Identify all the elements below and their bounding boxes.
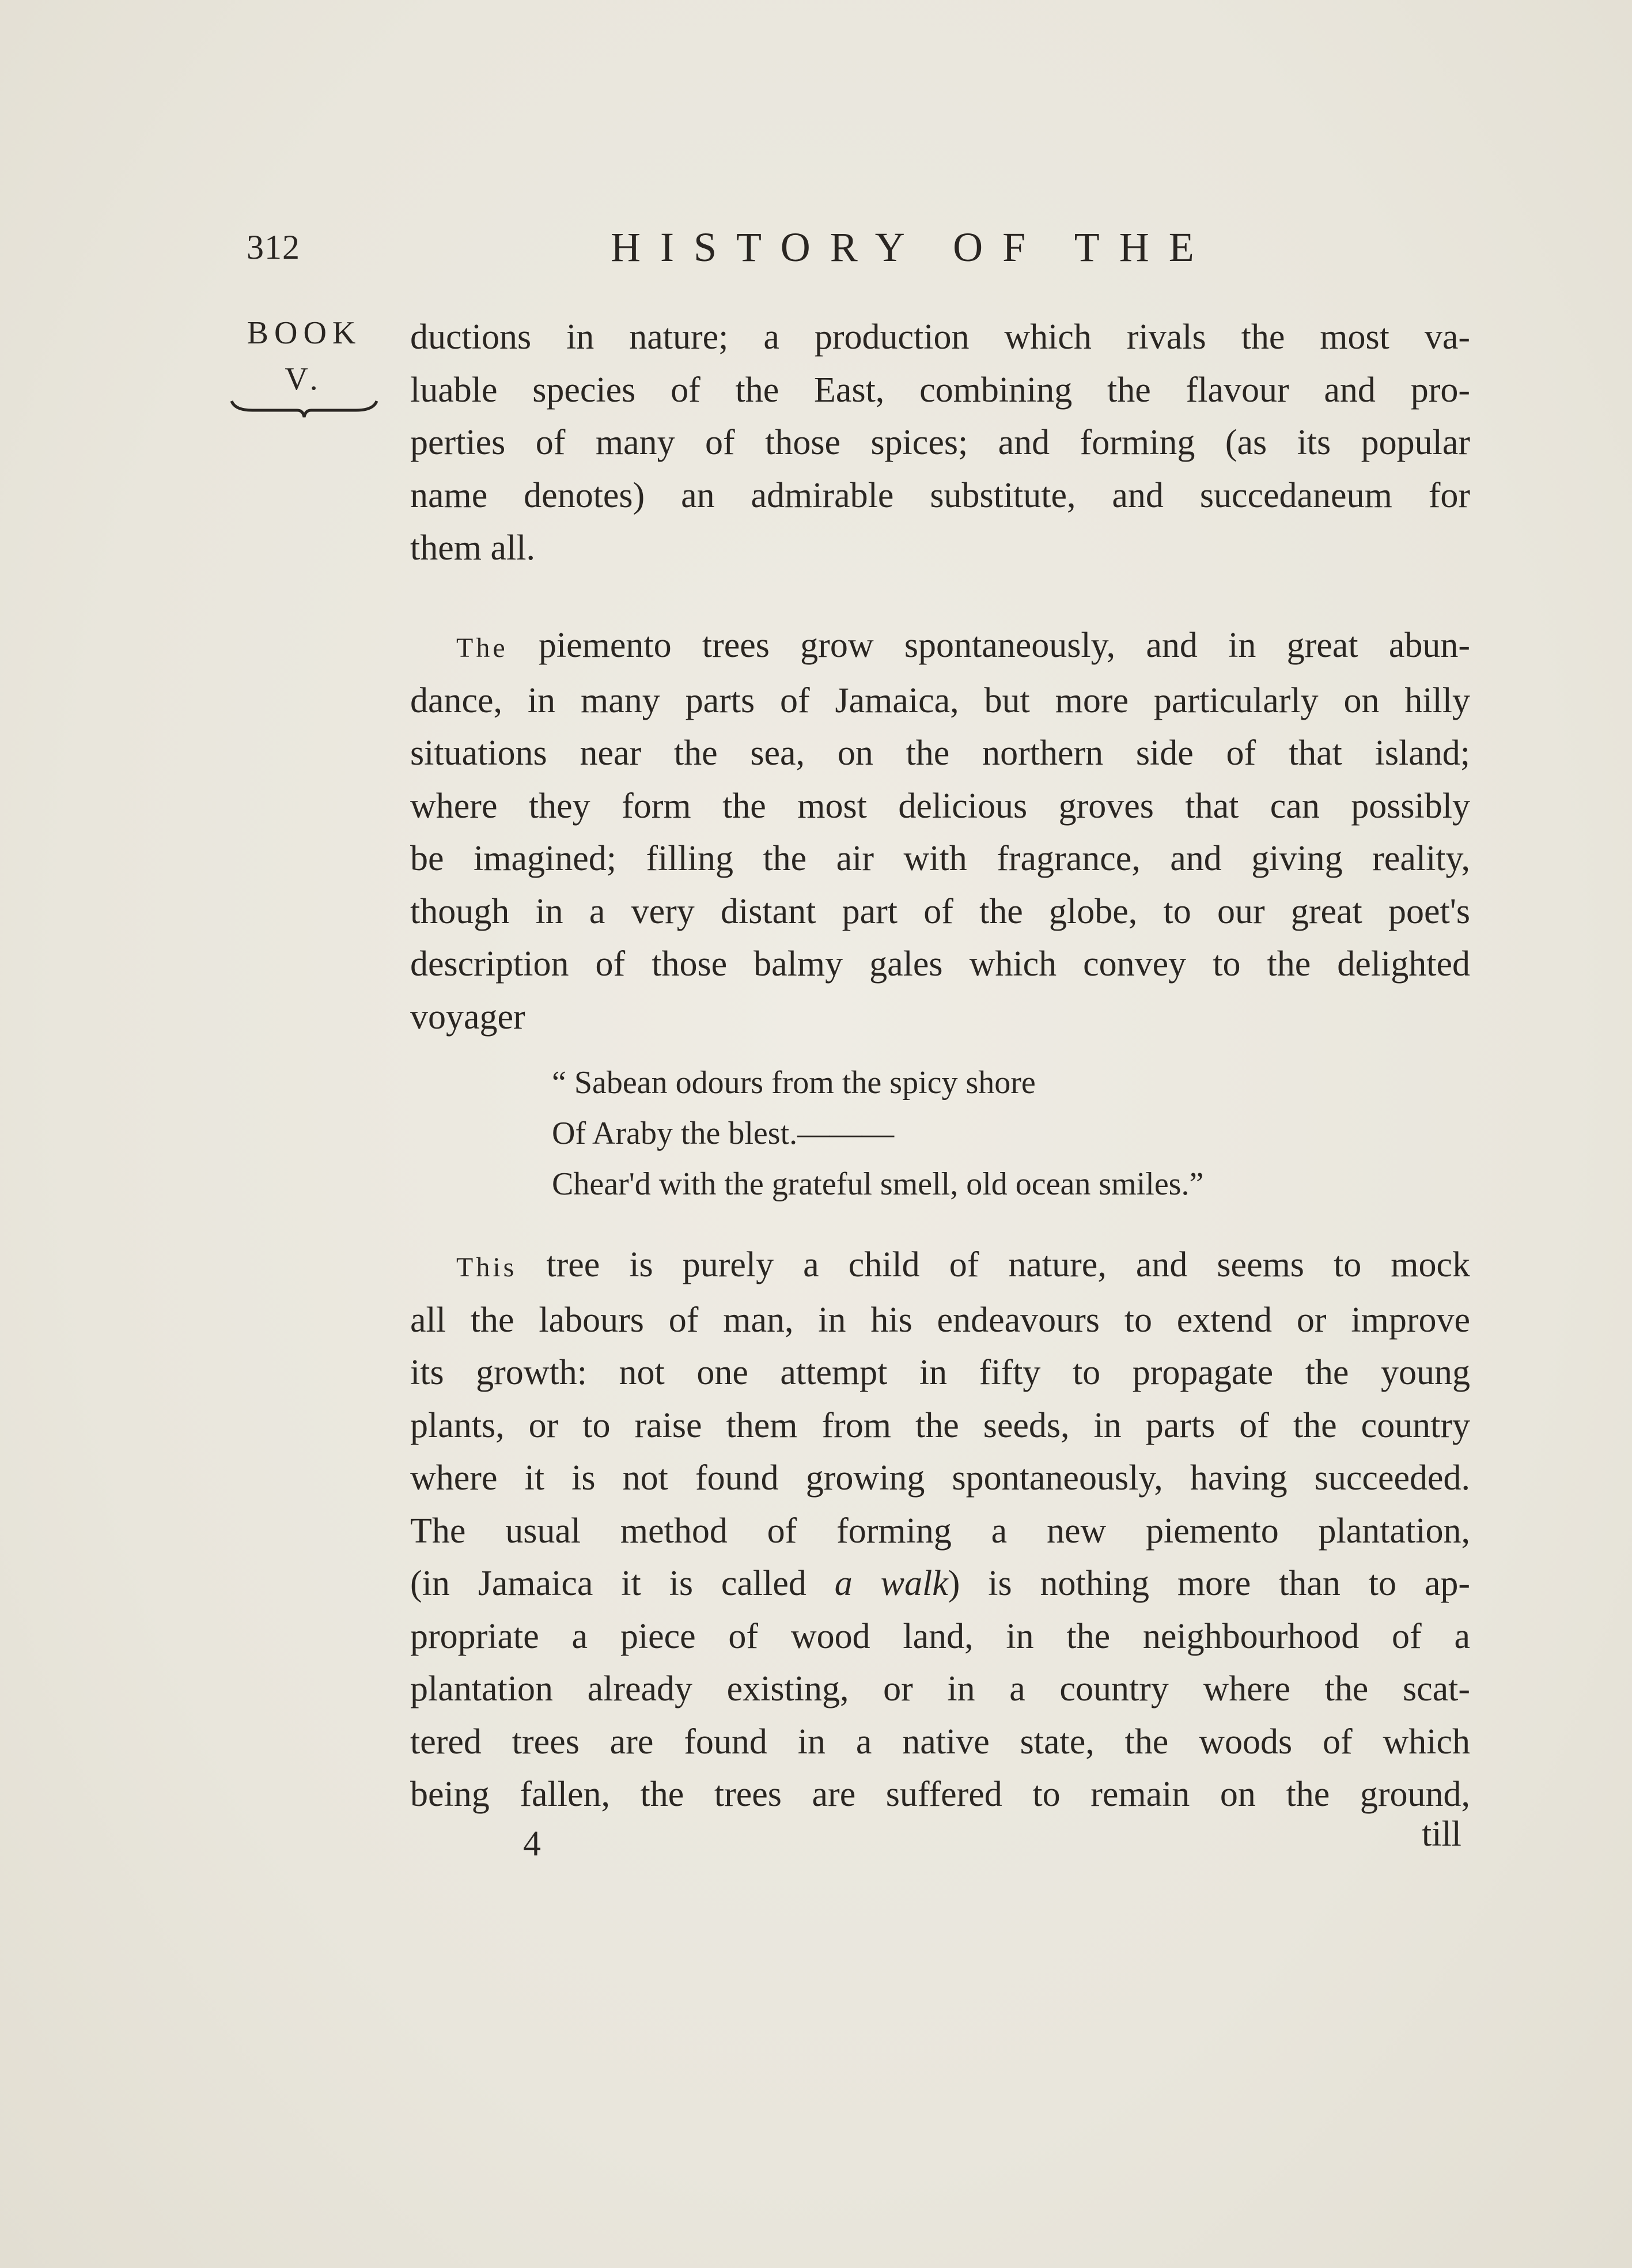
text-line: tered trees are found in a native state, the woods of which: [410, 1722, 1470, 1762]
verse-line: “ Sabean odours from the spicy shore: [552, 1065, 1036, 1101]
italic-word: a walk: [834, 1564, 948, 1603]
verse-line: Chear'd with the grateful smell, old ocean smiles.”: [552, 1166, 1204, 1202]
text-line: description of those balmy gales which convey to the delighted: [410, 944, 1470, 984]
margin-note-book: BOOK: [247, 315, 362, 351]
text-line: though in a very distant part of the globe, to our great poet's: [410, 891, 1470, 931]
text-span: (in Jamaica it is called: [410, 1564, 835, 1603]
text-line: plantation already existing, or in a country where the scat-: [410, 1669, 1470, 1708]
text-line: where it is not found growing spontaneously, having succeeded.: [410, 1458, 1470, 1498]
paragraph-1: [410, 311, 1470, 575]
text-line: them all.: [410, 528, 535, 568]
text-line: dance, in many parts of Jamaica, but more particularly on hilly: [410, 681, 1470, 720]
page-number: 312: [247, 228, 300, 266]
text-span: piemento trees grow spontaneously, and in great abun-: [508, 626, 1470, 665]
text-line: propriate a piece of wood land, in the neighbourhood of a: [410, 1616, 1470, 1656]
text-line: its growth: not one attempt in fifty to propagate the young: [410, 1353, 1470, 1392]
catchword: till: [1422, 1815, 1461, 1854]
margin-note-volume: V.: [285, 361, 324, 397]
text-line: plants, or to raise them from the seeds, in parts of the country: [410, 1405, 1470, 1445]
text-line: name denotes) an admirable substitute, and succedaneum for: [410, 475, 1470, 515]
running-title: HISTORY OF THE: [611, 224, 1214, 270]
small-caps-word: The: [456, 633, 508, 663]
text-line: [410, 619, 1470, 675]
signature-mark: 4: [523, 1824, 541, 1863]
text-line: where they form the most delicious groves that can possibly: [410, 786, 1470, 826]
text-line: situations near the sea, on the northern side of that island;: [410, 734, 1470, 773]
text-line: The usual method of forming a new piemento plantation,: [410, 1511, 1470, 1551]
text-line: [410, 1558, 1470, 1611]
text-span: ) is nothing more than to ap-: [948, 1564, 1470, 1603]
verse-quotation: [552, 1057, 1416, 1209]
margin-note: [229, 310, 379, 402]
text-line: being fallen, the trees are suffered to remain on the ground,: [410, 1775, 1470, 1814]
text-line: luable species of the East, combining the flavour and pro-: [410, 370, 1470, 410]
text-line: ductions in nature; a production which rivals the most va-: [410, 317, 1470, 357]
small-caps-word: This: [456, 1252, 517, 1283]
text-line: be imagined; filling the air with fragrance, and giving reality,: [410, 839, 1470, 878]
text-line: all the labours of man, in his endeavours to extend or improve: [410, 1300, 1470, 1340]
paragraph-2: [410, 619, 1470, 1044]
margin-brace-icon: [229, 398, 379, 421]
text-span: tree is purely a child of nature, and seems to mock: [517, 1245, 1470, 1284]
text-line: voyager: [410, 997, 525, 1037]
paragraph-3: [410, 1239, 1470, 1821]
text-line: [410, 1239, 1470, 1294]
verse-line: Of Araby the blest.———: [552, 1116, 895, 1151]
text-line: perties of many of those spices; and forming (as its popular: [410, 423, 1470, 462]
